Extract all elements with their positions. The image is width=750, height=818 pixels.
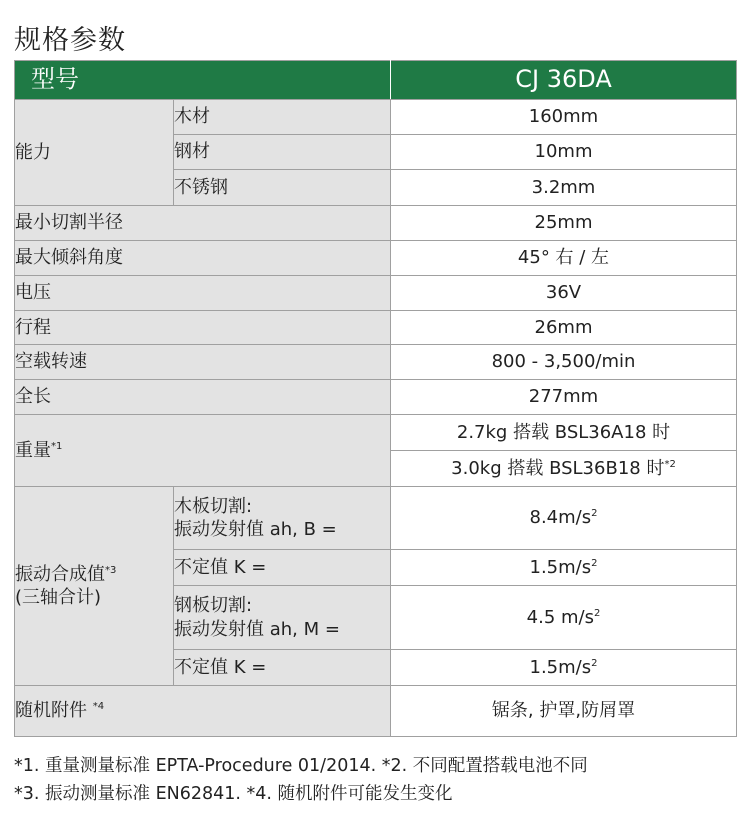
vibration-steel-k-value: 1.5m/s	[529, 656, 592, 678]
spec-table	[14, 60, 737, 737]
stroke-value: 26mm	[391, 311, 737, 345]
accessories-label: 随机附件	[15, 700, 93, 722]
no-load-speed-value: 800 - 3,500/min	[391, 345, 737, 380]
vibration-label-line2: (三轴合计)	[15, 587, 102, 608]
capacity-label: 能力	[15, 100, 174, 206]
vibration-steel-value-sup: 2	[593, 607, 601, 619]
footnote-line-2: *3. 振动测量标准 EN62841. *4. 随机附件可能发生变化	[14, 784, 453, 804]
weight-value-2-cell	[391, 451, 737, 487]
accessories-label-cell	[15, 686, 391, 737]
vibration-wood-value: 8.4m/s	[529, 507, 592, 529]
vibration-wood-k-value: 1.5m/s	[529, 556, 592, 578]
weight-value-1: 2.7kg 搭载 BSL36A18 时	[391, 415, 737, 451]
no-load-speed-label: 空载转速	[15, 345, 391, 380]
vibration-steel-k-sup: 2	[591, 657, 598, 669]
weight-label-note: *1	[51, 440, 63, 452]
table-row	[15, 206, 737, 241]
vibration-wood-k-label: 不定值 K =	[174, 550, 391, 586]
voltage-label: 电压	[15, 276, 391, 311]
max-bevel-label: 最大倾斜角度	[15, 241, 391, 276]
vibration-steel-value: 4.5 m/s	[526, 606, 594, 628]
capacity-stainless-label: 不锈钢	[174, 170, 391, 206]
max-bevel-value: 45° 右 / 左	[391, 241, 737, 276]
weight-label: 重量	[15, 439, 51, 461]
weight-value-2: 3.0kg 搭载 BSL36B18 时	[451, 457, 665, 479]
capacity-stainless-value: 3.2mm	[391, 170, 737, 206]
vibration-wood-line2: 振动发射值 ah, B =	[174, 519, 337, 540]
min-radius-label: 最小切割半径	[15, 206, 391, 241]
vibration-wood-k-cell	[391, 550, 737, 586]
weight-label-cell	[15, 415, 391, 487]
vibration-steel-label-cell	[174, 586, 391, 650]
table-row	[15, 100, 737, 135]
capacity-wood-value: 160mm	[391, 100, 737, 135]
vibration-steel-line2: 振动发射值 ah, M =	[174, 618, 340, 640]
table-row	[15, 241, 737, 276]
table-header-row	[15, 61, 737, 100]
table-row	[15, 686, 737, 737]
vibration-label-cell	[15, 487, 174, 686]
table-row	[15, 487, 737, 550]
vibration-steel-line1: 钢板切割:	[174, 595, 253, 617]
table-row	[15, 415, 737, 451]
footnotes	[14, 752, 588, 808]
model-name: CJ 36DA	[391, 61, 737, 100]
vibration-label-note: *3	[105, 564, 117, 576]
weight-value-2-note: *2	[664, 458, 676, 470]
footnote-line-1: *1. 重量测量标准 EPTA-Procedure 01/2014. *2. 不同配置搭载电池不同	[14, 756, 588, 776]
accessories-label-note: *4	[92, 701, 105, 713]
vibration-steel-value-cell	[391, 586, 737, 650]
capacity-wood-label: 木材	[174, 100, 391, 135]
vibration-wood-value-sup: 2	[591, 508, 598, 520]
vibration-wood-line1: 木板切割:	[174, 495, 253, 517]
table-row	[15, 276, 737, 311]
capacity-steel-value: 10mm	[391, 135, 737, 170]
table-row	[15, 380, 737, 415]
table-row	[15, 311, 737, 345]
capacity-steel-label: 钢材	[174, 135, 391, 170]
vibration-wood-value-cell	[391, 487, 737, 550]
vibration-wood-k-sup: 2	[591, 557, 598, 569]
voltage-value: 36V	[391, 276, 737, 311]
accessories-value: 锯条, 护罩,防屑罩	[391, 686, 737, 737]
page-title: 规格参数	[14, 25, 126, 56]
header-label: 型号	[15, 61, 391, 100]
vibration-steel-k-label: 不定值 K =	[174, 650, 391, 686]
table-row	[15, 345, 737, 380]
stroke-label: 行程	[15, 311, 391, 345]
vibration-wood-label-cell	[174, 487, 391, 550]
vibration-steel-k-cell	[391, 650, 737, 686]
vibration-label-line1: 振动合成值	[15, 563, 105, 585]
length-value: 277mm	[391, 380, 737, 415]
min-radius-value: 25mm	[391, 206, 737, 241]
length-label: 全长	[15, 380, 391, 415]
